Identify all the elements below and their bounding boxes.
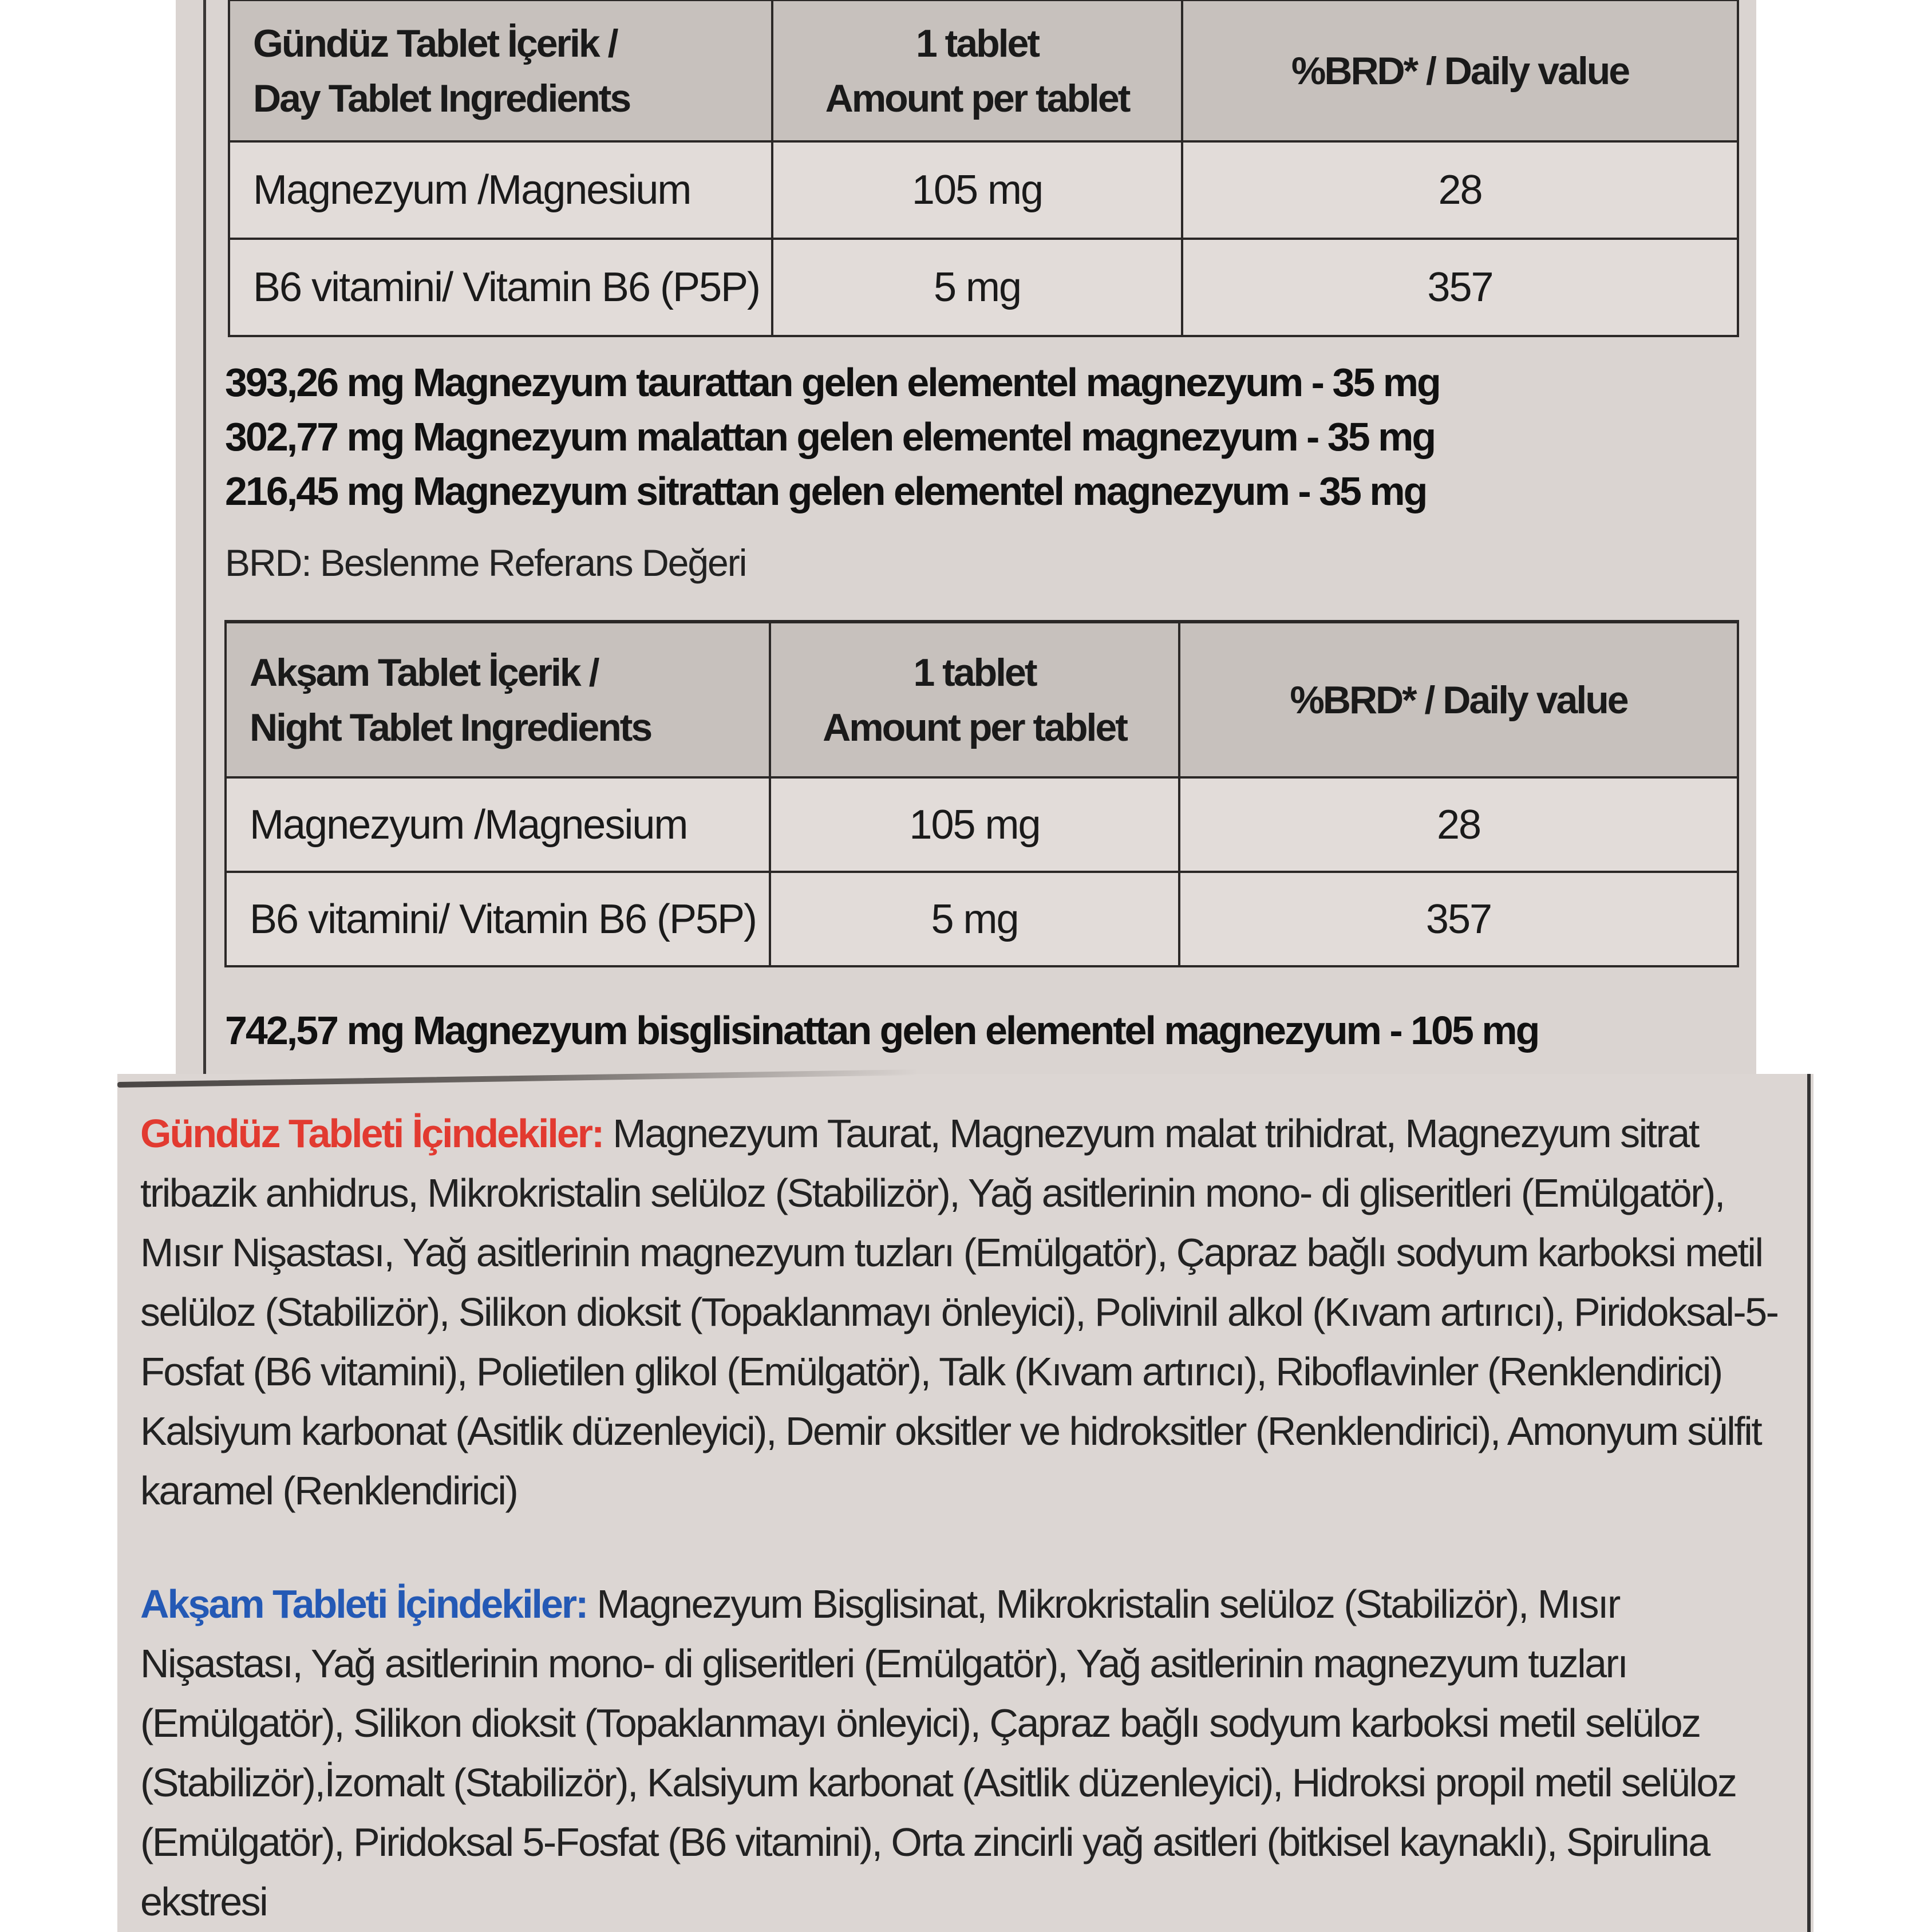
header-amount-line1: 1 tablet bbox=[913, 650, 1036, 694]
header-ingredient bbox=[226, 622, 770, 777]
header-ingredient bbox=[229, 0, 772, 141]
table-row bbox=[229, 141, 1738, 239]
night-tablet-table bbox=[224, 620, 1739, 967]
cell-daily-value: 357 bbox=[1179, 872, 1738, 966]
table-row bbox=[229, 239, 1738, 336]
header-amount bbox=[772, 0, 1182, 141]
cell-ingredient: Magnezyum /Magnesium bbox=[226, 777, 770, 872]
cell-amount: 105 mg bbox=[770, 777, 1179, 872]
table-header-row bbox=[226, 622, 1738, 777]
table-header-row bbox=[229, 0, 1738, 141]
day-note-citrate: 216,45 mg Magnezyum sitrattan gelen elementel magnezyum - 35 mg bbox=[225, 469, 1427, 513]
header-ingredient-tr: Gündüz Tablet İçerik / bbox=[253, 21, 617, 65]
header-amount-line2: Amount per tablet bbox=[823, 705, 1127, 749]
cell-daily-value: 28 bbox=[1179, 777, 1738, 872]
day-note-taurate: 393,26 mg Magnezyum taurattan gelen elementel magnezyum - 35 mg bbox=[225, 360, 1440, 405]
cell-ingredient: B6 vitamini/ Vitamin B6 (P5P) bbox=[226, 872, 770, 966]
night-ingredients-label: Akşam Tableti İçindekiler: bbox=[140, 1582, 587, 1626]
header-daily-value-text: %BRD* / Daily value bbox=[1290, 678, 1627, 722]
day-note-malate: 302,77 mg Magnezyum malattan gelen elementel magnezyum - 35 mg bbox=[225, 414, 1435, 459]
day-tablet-table bbox=[228, 0, 1739, 337]
header-daily-value-text: %BRD* / Daily value bbox=[1291, 49, 1629, 93]
header-ingredient-tr: Akşam Tablet İçerik / bbox=[250, 650, 598, 694]
header-daily-value bbox=[1182, 0, 1738, 141]
header-ingredient-en: Night Tablet Ingredients bbox=[250, 705, 651, 749]
table-row bbox=[226, 777, 1738, 872]
header-daily-value bbox=[1179, 622, 1738, 777]
table-row bbox=[226, 872, 1738, 966]
cell-daily-value: 357 bbox=[1182, 239, 1738, 336]
night-ingredients-paragraph bbox=[140, 1574, 1789, 1931]
day-ingredients-text: Magnezyum Taurat, Magnezyum malat trihidrat, Magnezyum sitrat tribazik anhidrus, Mikrokristalin selüloz (Stabilizör), Yağ asitlerinin mono- di gliseritleri (Emülgatör), Mısır Nişastası, Yağ asitlerinin magnezyum tuzları (Emülgatör), Çapraz bağlı sodyum karboksi metil selüloz (Stabilizör), Silikon dioksit (Topaklanmayı önleyici), Polivinil alkol (Kıvam artırıcı), Piridoksal-5-Fosfat (B6 vitamini), Polietilen glikol (Emülgatör), Talk (Kıvam artırıcı), Riboflavinler (Renklendirici) Kalsiyum karbonat (Asitlik düzenleyici), Demir oksitler ve hidroksitler (Renklendirici), Amonyum sülfit karamel (Renklendirici) bbox=[140, 1111, 1778, 1513]
cell-amount: 105 mg bbox=[772, 141, 1182, 239]
cell-amount: 5 mg bbox=[772, 239, 1182, 336]
cell-ingredient: Magnezyum /Magnesium bbox=[229, 141, 772, 239]
brd-definition: BRD: Beslenme Referans Değeri bbox=[225, 542, 746, 584]
day-ingredients-label: Gündüz Tableti İçindekiler: bbox=[140, 1111, 603, 1156]
night-note-bisglycinate: 742,57 mg Magnezyum bisglisinattan gelen elementel magnezyum - 105 mg bbox=[225, 1008, 1539, 1053]
header-amount-line1: 1 tablet bbox=[915, 21, 1039, 65]
header-amount bbox=[770, 622, 1179, 777]
cell-amount: 5 mg bbox=[770, 872, 1179, 966]
header-amount-line2: Amount per tablet bbox=[825, 76, 1129, 120]
cell-daily-value: 28 bbox=[1182, 141, 1738, 239]
night-ingredients-text: Magnezyum Bisglisinat, Mikrokristalin selüloz (Stabilizör), Mısır Nişastası, Yağ asitlerinin mono- di gliseritleri (Emülgatör), Yağ asitlerinin magnezyum tuzları (Emülgatör), Silikon dioksit (Topaklanmayı önleyici), Çapraz bağlı sodyum karboksi metil selüloz (Stabilizör),İzomalt (Stabilizör), Kalsiyum karbonat (Asitlik düzenleyici), Hidroksi propil metil selüloz (Emülgatör), Piridoksal 5-Fosfat (B6 vitamini), Orta zincirli yağ asitleri (bitkisel kaynaklı), Spirulina ekstresi bbox=[140, 1582, 1736, 1924]
panel-edge-line bbox=[203, 0, 206, 1074]
header-ingredient-en: Day Tablet Ingredients bbox=[253, 76, 630, 120]
cell-ingredient: B6 vitamini/ Vitamin B6 (P5P) bbox=[229, 239, 772, 336]
day-ingredients-paragraph bbox=[140, 1104, 1789, 1520]
panel-edge-line bbox=[1807, 1074, 1811, 1932]
